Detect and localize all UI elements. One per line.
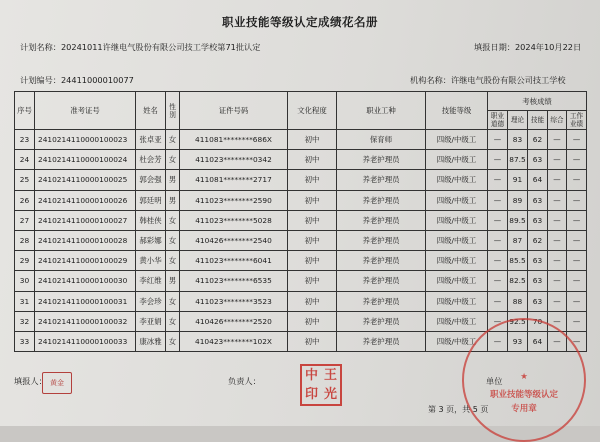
cell-seq: 31 <box>15 291 35 311</box>
unit-label: 单位 <box>486 376 503 386</box>
org-line <box>410 75 566 86</box>
cell-theory: 91 <box>508 170 528 190</box>
cell-ethics: — <box>488 210 508 230</box>
seal-char-1: 中 <box>304 368 318 383</box>
header-theory: 理论 <box>508 111 528 130</box>
cell-comprehensive: — <box>548 291 567 311</box>
cell-exam-no: 2410214110000100026 <box>35 190 136 210</box>
cell-theory: 89 <box>508 190 528 210</box>
cell-id-no: 411023********5028 <box>180 210 288 230</box>
cell-seq: 29 <box>15 251 35 271</box>
cell-skill: 70 <box>528 311 548 331</box>
cell-work-performance: — <box>567 251 587 271</box>
cell-comprehensive: — <box>548 190 567 210</box>
header-scores: 考核成绩 <box>488 92 587 111</box>
cell-ethics: — <box>488 130 508 150</box>
filler-label: 填报人： <box>14 376 47 386</box>
signature-stamp-text: 黄金 <box>50 379 64 387</box>
header-name: 姓名 <box>136 92 166 130</box>
cell-level: 四级/中级工 <box>426 190 488 210</box>
page-indicator: 第 3 页，共 5 页 <box>428 405 489 414</box>
cell-education: 初中 <box>288 291 337 311</box>
cell-gender: 女 <box>166 150 180 170</box>
cell-theory: 83 <box>508 130 528 150</box>
cell-ethics: — <box>488 190 508 210</box>
table-row <box>15 170 587 190</box>
score-table <box>14 91 587 352</box>
cell-education: 初中 <box>288 190 337 210</box>
plan-no-label: 计划编号： <box>20 75 61 85</box>
filler-signature-stamp <box>42 372 72 394</box>
table-body <box>15 130 587 352</box>
table-row <box>15 230 587 250</box>
cell-theory: 87 <box>508 230 528 250</box>
cell-level: 四级/中级工 <box>426 291 488 311</box>
cell-id-no: 411023********0342 <box>180 150 288 170</box>
header-gender: 性别 <box>166 92 180 130</box>
cell-occupation: 养老护理员 <box>337 230 426 250</box>
header-comprehensive: 综合 <box>548 111 567 130</box>
cell-work-performance: — <box>567 230 587 250</box>
cell-comprehensive: — <box>548 230 567 250</box>
seal-char-3: 印 <box>304 387 318 402</box>
seal-round-bottom: 专用章 <box>511 404 537 414</box>
cell-skill: 64 <box>528 331 548 351</box>
cell-work-performance: — <box>567 130 587 150</box>
report-date-label: 填报日期： <box>474 42 515 52</box>
table-row <box>15 190 587 210</box>
cell-education: 初中 <box>288 130 337 150</box>
cell-ethics: — <box>488 150 508 170</box>
cell-name: 李红维 <box>136 271 166 291</box>
cell-gender: 男 <box>166 190 180 210</box>
cell-work-performance: — <box>567 150 587 170</box>
cell-education: 初中 <box>288 210 337 230</box>
header-ethics: 职业道德 <box>488 111 508 130</box>
header-exam-no: 准考证号 <box>35 92 136 130</box>
org-value: 许继电气股份有限公司技工学校 <box>450 75 566 85</box>
cell-exam-no: 2410214110000100028 <box>35 230 136 250</box>
cell-exam-no: 2410214110000100024 <box>35 150 136 170</box>
header-id-no: 证件号码 <box>180 92 288 130</box>
cell-seq: 23 <box>15 130 35 150</box>
cell-theory: 88 <box>508 291 528 311</box>
cell-ethics: — <box>488 331 508 351</box>
cell-ethics: — <box>488 271 508 291</box>
cell-theory: 89.5 <box>508 210 528 230</box>
header-level: 技能等级 <box>426 92 488 130</box>
cell-name: 张卓亚 <box>136 130 166 150</box>
cell-theory: 93 <box>508 331 528 351</box>
cell-gender: 女 <box>166 130 180 150</box>
cell-occupation: 养老护理员 <box>337 251 426 271</box>
table-row <box>15 251 587 271</box>
cell-education: 初中 <box>288 311 337 331</box>
plan-no-value: 24411000010077 <box>60 75 134 85</box>
cell-name: 郭会强 <box>136 170 166 190</box>
cell-skill: 63 <box>528 251 548 271</box>
cell-education: 初中 <box>288 170 337 190</box>
cell-gender: 女 <box>166 331 180 351</box>
cell-comprehensive: — <box>548 150 567 170</box>
cell-gender: 女 <box>166 210 180 230</box>
cell-gender: 女 <box>166 230 180 250</box>
cell-theory: 82.5 <box>508 271 528 291</box>
cell-occupation: 养老护理员 <box>337 271 426 291</box>
cell-work-performance: — <box>567 190 587 210</box>
header-skill: 技能 <box>528 111 548 130</box>
org-label: 机构名称： <box>410 75 451 85</box>
cell-seq: 26 <box>15 190 35 210</box>
cell-gender: 女 <box>166 251 180 271</box>
cell-level: 四级/中级工 <box>426 150 488 170</box>
cell-gender: 男 <box>166 170 180 190</box>
responsible-label: 负责人： <box>228 376 261 386</box>
cell-seq: 32 <box>15 311 35 331</box>
cell-name: 杜会芳 <box>136 150 166 170</box>
seal-star-icon: ★ <box>520 372 528 382</box>
cell-seq: 25 <box>15 170 35 190</box>
cell-work-performance: — <box>567 311 587 331</box>
cell-occupation: 养老护理员 <box>337 210 426 230</box>
cell-id-no: 411023********3523 <box>180 291 288 311</box>
cell-theory: 92.5 <box>508 311 528 331</box>
cell-occupation: 养老护理员 <box>337 170 426 190</box>
cell-seq: 27 <box>15 210 35 230</box>
cell-exam-no: 2410214110000100031 <box>35 291 136 311</box>
cell-level: 四级/中级工 <box>426 311 488 331</box>
cell-id-no: 411081********2717 <box>180 170 288 190</box>
cell-exam-no: 2410214110000100033 <box>35 331 136 351</box>
cell-occupation: 养老护理员 <box>337 150 426 170</box>
cell-ethics: — <box>488 311 508 331</box>
cell-occupation: 养老护理员 <box>337 331 426 351</box>
header-occupation: 职业工种 <box>337 92 426 130</box>
plan-name-line <box>20 42 260 53</box>
cell-name: 韩桂侠 <box>136 210 166 230</box>
table-row <box>15 150 587 170</box>
cell-theory: 87.5 <box>508 150 528 170</box>
cell-name: 郝彩娜 <box>136 230 166 250</box>
cell-name: 郭廷明 <box>136 190 166 210</box>
cell-education: 初中 <box>288 331 337 351</box>
plan-name-label: 计划名称： <box>20 42 61 52</box>
table-row <box>15 210 587 230</box>
cell-education: 初中 <box>288 251 337 271</box>
cell-comprehensive: — <box>548 311 567 331</box>
cell-skill: 63 <box>528 210 548 230</box>
cell-level: 四级/中级工 <box>426 210 488 230</box>
cell-level: 四级/中级工 <box>426 251 488 271</box>
cell-name: 黄小华 <box>136 251 166 271</box>
cell-skill: 62 <box>528 130 548 150</box>
cell-seq: 30 <box>15 271 35 291</box>
cell-skill: 63 <box>528 150 548 170</box>
cell-comprehensive: — <box>548 210 567 230</box>
cell-work-performance: — <box>567 271 587 291</box>
cell-name: 康冰雅 <box>136 331 166 351</box>
cell-gender: 女 <box>166 311 180 331</box>
cell-id-no: 410423********102X <box>180 331 288 351</box>
cell-ethics: — <box>488 251 508 271</box>
cell-name: 李亚娟 <box>136 311 166 331</box>
cell-id-no: 410426********2540 <box>180 230 288 250</box>
cell-level: 四级/中级工 <box>426 331 488 351</box>
cell-seq: 24 <box>15 150 35 170</box>
cell-level: 四级/中级工 <box>426 130 488 150</box>
cell-occupation: 养老护理员 <box>337 291 426 311</box>
cell-comprehensive: — <box>548 251 567 271</box>
cell-exam-no: 2410214110000100027 <box>35 210 136 230</box>
cell-seq: 28 <box>15 230 35 250</box>
cell-education: 初中 <box>288 230 337 250</box>
cell-work-performance: — <box>567 210 587 230</box>
cell-skill: 62 <box>528 230 548 250</box>
cell-comprehensive: — <box>548 170 567 190</box>
cell-id-no: 411023********2590 <box>180 190 288 210</box>
cell-occupation: 养老护理员 <box>337 190 426 210</box>
document-title: 职业技能等级认定成绩花名册 <box>222 15 378 29</box>
cell-education: 初中 <box>288 150 337 170</box>
seal-char-4: 光 <box>323 387 337 402</box>
header-seq: 序号 <box>15 92 35 130</box>
cell-name: 李会珍 <box>136 291 166 311</box>
cell-work-performance: — <box>567 291 587 311</box>
responsible-seal <box>300 364 342 406</box>
cell-ethics: — <box>488 170 508 190</box>
cell-skill: 63 <box>528 271 548 291</box>
cell-exam-no: 2410214110000100030 <box>35 271 136 291</box>
cell-education: 初中 <box>288 271 337 291</box>
seal-round-text: 职业技能等级认定 <box>489 390 558 400</box>
cell-comprehensive: — <box>548 130 567 150</box>
cell-comprehensive: — <box>548 331 567 351</box>
table-row <box>15 130 587 150</box>
table-row <box>15 291 587 311</box>
report-date-line <box>474 42 581 53</box>
plan-no-line <box>20 75 134 86</box>
cell-skill: 63 <box>528 190 548 210</box>
cell-exam-no: 2410214110000100032 <box>35 311 136 331</box>
cell-level: 四级/中级工 <box>426 170 488 190</box>
table-row <box>15 271 587 291</box>
cell-id-no: 411023********6041 <box>180 251 288 271</box>
cell-comprehensive: — <box>548 271 567 291</box>
cell-seq: 33 <box>15 331 35 351</box>
cell-ethics: — <box>488 230 508 250</box>
cell-id-no: 411023********6535 <box>180 271 288 291</box>
cell-occupation: 保育师 <box>337 130 426 150</box>
cell-level: 四级/中级工 <box>426 271 488 291</box>
cell-gender: 男 <box>166 271 180 291</box>
cell-exam-no: 2410214110000100023 <box>35 130 136 150</box>
cell-work-performance: — <box>567 170 587 190</box>
cell-level: 四级/中级工 <box>426 230 488 250</box>
cell-ethics: — <box>488 291 508 311</box>
cell-occupation: 养老护理员 <box>337 311 426 331</box>
cell-exam-no: 2410214110000100025 <box>35 170 136 190</box>
cell-work-performance: — <box>567 331 587 351</box>
cell-skill: 63 <box>528 291 548 311</box>
cell-id-no: 411081********686X <box>180 130 288 150</box>
cell-skill: 64 <box>528 170 548 190</box>
report-date-value: 2024年10月22日 <box>514 42 582 52</box>
plan-name-value: 20241011许继电气股份有限公司技工学校第71批认定 <box>60 42 261 52</box>
cell-exam-no: 2410214110000100029 <box>35 251 136 271</box>
header-work-performance: 工作业绩 <box>567 111 587 130</box>
cell-id-no: 410426********2520 <box>180 311 288 331</box>
header-education: 文化程度 <box>288 92 337 130</box>
seal-char-2: 王 <box>323 368 337 383</box>
cell-theory: 85.5 <box>508 251 528 271</box>
official-round-seal <box>462 318 586 442</box>
cell-gender: 女 <box>166 291 180 311</box>
